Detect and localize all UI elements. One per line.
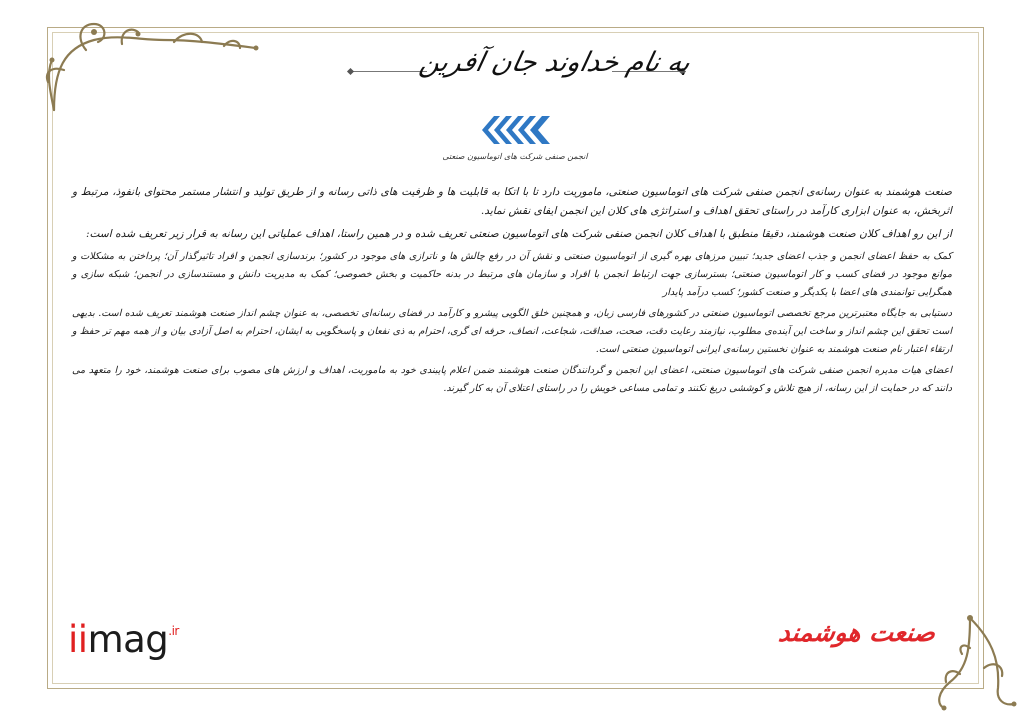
invocation-text: به نام خداوند جان آفرین: [416, 47, 694, 78]
iimag-logo-suffix: .ir: [168, 624, 179, 638]
statement-body: [72, 183, 952, 401]
iimag-logo-prefix: ii: [68, 618, 88, 661]
iimag-logo: [68, 618, 179, 661]
mission-paragraph: صنعت هوشمند به عنوان رسانه‌ی انجمن صنفی شرکت های اتوماسیون صنعتی، ماموریت دارد تا با اتکا به قابلیت ها و ظرفیت های ذاتی رسانه و از طریق تولید و انتشار مستمر محتوای بانفوذ، مرتبط و اثربخش، به عنوان ابزاری کارآمد در راستای تحقق اهداف و استراتژی های کلان این انجمن ایفای نقش نماید.: [72, 186, 952, 217]
sanat-hooshmand-logo: صنعت هوشمند: [776, 618, 938, 647]
commitment-paragraph: اعضای هیات مدیره انجمن صنفی شرکت های اتوماسیون صنعتی، اعضای این انجمن و گردانندگان صنعت هوشمند ضمن اعلام پایبندی خود به ماموریت، اهداف و ارزش های مصوب برای صنعت هوشمند، خود را متعهد می دانند که در حمایت از این رسانه، از هیچ تلاش و کوششی دریغ نکنند و تمامی مساعی خویش را در راستای اعتلای آن به کار گیرند.: [72, 365, 952, 394]
association-name: انجمن صنفی شرکت های اتوماسیون صنعتی: [442, 152, 588, 161]
iimag-logo-main: mag: [87, 618, 169, 661]
vision-paragraph: دستیابی به جایگاه معتبرترین مرجع تخصصی اتوماسیون صنعتی در کشورهای فارسی زبان، و همچنین خلق الگویی پیشرو و کارآمد در فضای رسانه‌ای تخصصی، به عنوان چشم انداز صنعت هوشمند تعریف شده است. بدیهی است تحقق این چشم انداز و ساخت این آینده‌ی مطلوب، نیازمند رعایت دقت، صحت، صداقت، شجاعت، انصاف، حرفه ای گری، احترام به ذی نفعان و پاسخگویی به ایشان، احترام به اصل آزادی بیان و از همه مهم تر حفظ و ارتقاء اعتبار نام صنعت هوشمند به عنوان نخستین رسانه‌ی ایرانی اتوماسیون صنعتی است.: [72, 308, 952, 355]
corner-ornament-top-left: [24, 10, 264, 120]
title-divider-left: [352, 71, 427, 72]
objectives-intro-paragraph: از این رو اهداف کلان صنعت هوشمند، دقیقا منطبق با اهداف کلان انجمن صنفی شرکت های اتوماسیون صنعتی تعریف شده و در همین راستا، اهداف عملیاتی این رسانه به قرار زیر تعریف شده است:: [85, 228, 952, 240]
objectives-paragraph: کمک به حفظ اعضای انجمن و جذب اعضای جدید؛ تبیین مرزهای بهره گیری از اتوماسیون صنعتی و نقش آن در رفع چالش ها و ناترازی های موجود در کشور؛ برندسازی انجمن و افراد تاثیرگذار آن؛ پرداختن به مشکلات و موانع موجود در فضای کسب و کار اتوماسیون صنعتی؛ بسترسازی جهت ارتباط انجمن با افراد و سازمان های مرتبط در بدنه حاکمیت و بخش خصوصی؛ کمک به مدیریت دانش و مستندسازی در انجمن؛ شبکه سازی و همگرایی توانمندی های اعضا با یکدیگر و صنعت کشور؛ کسب درآمد پایدار: [72, 251, 952, 298]
corner-ornament-bottom-right: [930, 608, 1020, 713]
association-logo: [478, 108, 554, 152]
invocation-heading: [416, 28, 694, 98]
